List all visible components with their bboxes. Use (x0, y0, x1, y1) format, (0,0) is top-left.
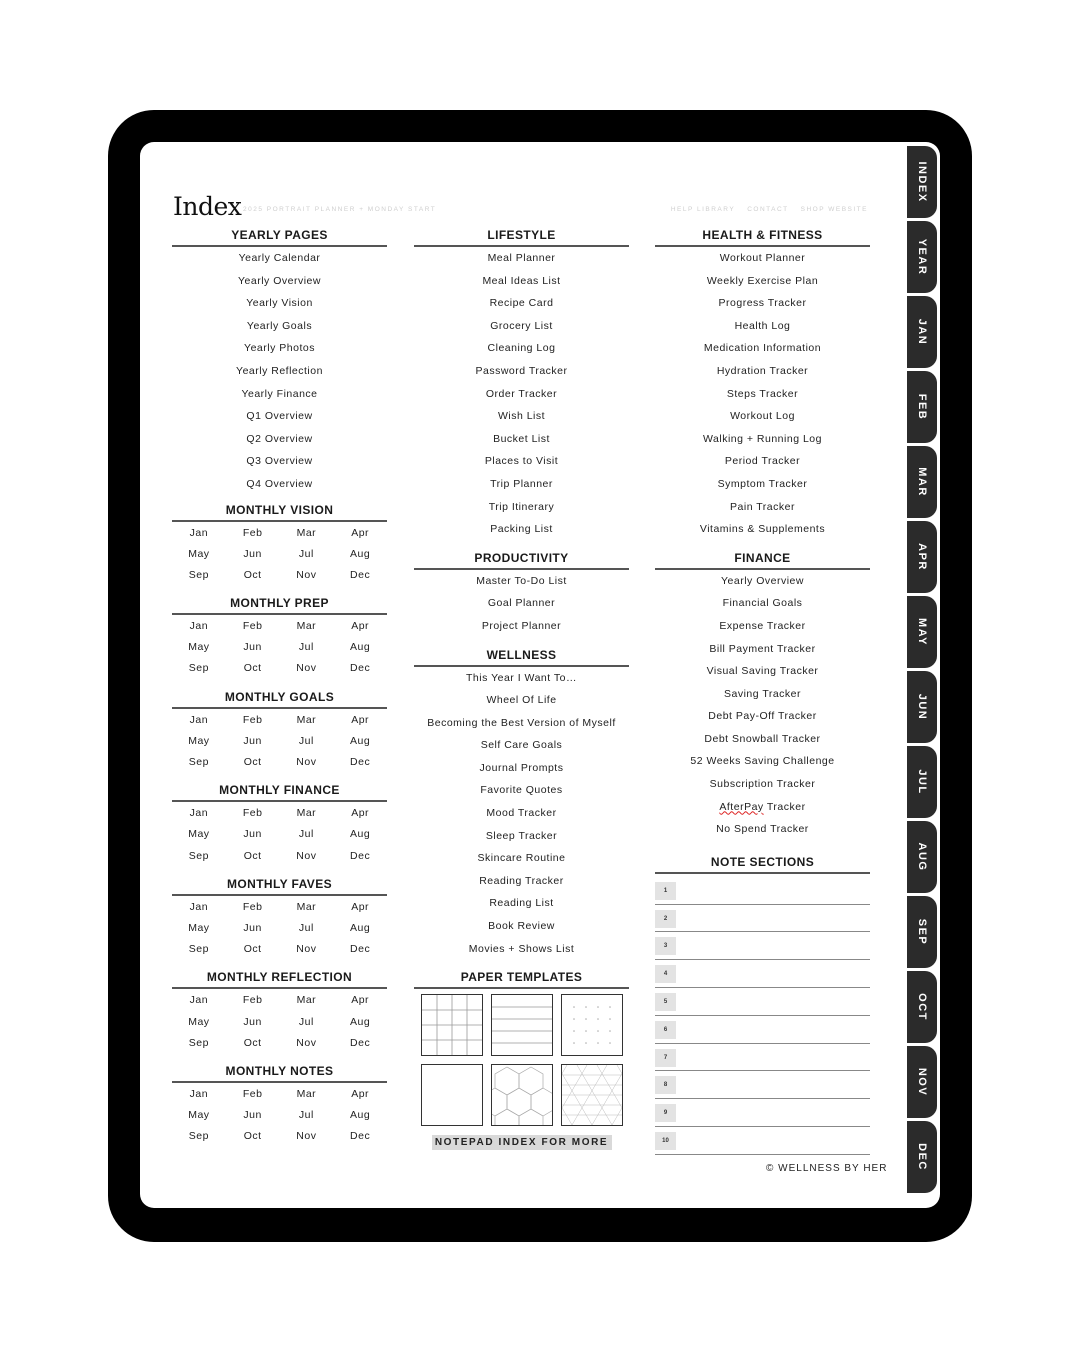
link-yearly-goals[interactable]: Yearly Goals (246, 319, 313, 332)
link-bucket-list[interactable]: Bucket List (493, 432, 550, 445)
link-mood-tracker[interactable]: Mood Tracker (486, 807, 557, 820)
tab-label: APR (916, 543, 928, 571)
note-number: 9 (655, 1104, 676, 1122)
month-link-jul[interactable]: Jul (298, 641, 314, 654)
month-link-jan[interactable]: Jan (189, 713, 209, 726)
section-heading: MONTHLY PREP (172, 596, 387, 615)
month-link-dec[interactable]: Dec (350, 1130, 371, 1143)
link-order-tracker[interactable]: Order Tracker (485, 387, 558, 400)
link-reading-tracker[interactable]: Reading Tracker (479, 874, 564, 887)
contact-link[interactable]: CONTACT (747, 206, 789, 213)
section-heading: MONTHLY NOTES (172, 1064, 387, 1083)
link-q2-overview[interactable]: Q2 Overview (246, 432, 313, 445)
finance-list (655, 570, 870, 841)
month-link-jan[interactable]: Jan (189, 526, 209, 539)
tab-label: MAY (916, 618, 928, 646)
template-dot[interactable] (561, 994, 623, 1056)
month-link-mar[interactable]: Mar (296, 900, 317, 913)
section-heading: HEALTH & FITNESS (655, 228, 870, 247)
month-link-dec[interactable]: Dec (350, 662, 371, 675)
link-debt-pay-off-tracker[interactable]: Debt Pay-Off Tracker (708, 710, 817, 723)
planner-page (140, 142, 940, 1208)
tab-dec[interactable] (907, 1121, 937, 1193)
tab-label: JAN (916, 318, 928, 346)
link-master-to-do-list[interactable]: Master To-Do List (476, 574, 567, 587)
section-heading: NOTE SECTIONS (655, 855, 870, 874)
note-number: 1 (655, 882, 676, 900)
month-link-oct[interactable]: Oct (243, 1036, 262, 1049)
copyright: © WELLNESS BY HER (766, 1163, 888, 1174)
section-heading: PRODUCTIVITY (414, 551, 629, 570)
link-trip-planner[interactable]: Trip Planner (490, 477, 553, 490)
link-meal-ideas-list[interactable]: Meal Ideas List (482, 274, 561, 287)
link-becoming-the-best-version-of-myself[interactable]: Becoming the Best Version of Myself (427, 716, 616, 729)
month-link-sep[interactable]: Sep (188, 662, 209, 675)
tab-label: JUL (916, 769, 928, 795)
month-link-nov[interactable]: Nov (296, 943, 317, 956)
tab-may[interactable] (907, 596, 937, 668)
page-subtitle: 2025 PORTRAIT PLANNER + MONDAY START (243, 206, 437, 213)
template-blank[interactable] (421, 1064, 483, 1126)
note-section-row[interactable] (655, 988, 870, 1016)
month-link-aug[interactable]: Aug (350, 1015, 371, 1028)
month-link-dec[interactable]: Dec (350, 849, 371, 862)
note-number: 2 (655, 910, 676, 928)
section-heading: PAPER TEMPLATES (414, 970, 629, 989)
link-yearly-finance[interactable]: Yearly Finance (241, 387, 318, 400)
tab-label: MAR (916, 467, 928, 497)
month-link-jan[interactable]: Jan (189, 807, 209, 820)
note-number: 4 (655, 965, 676, 983)
link-subscription-tracker[interactable]: Subscription Tracker (709, 778, 816, 791)
tab-aug[interactable] (907, 821, 937, 893)
month-link-nov[interactable]: Nov (296, 568, 317, 581)
month-link-oct[interactable]: Oct (243, 756, 262, 769)
link-weekly-exercise-plan[interactable]: Weekly Exercise Plan (706, 274, 819, 287)
page-title: Index (173, 192, 242, 221)
tab-index[interactable] (907, 146, 937, 218)
shop-website-link[interactable]: SHOP WEBSITE (800, 206, 868, 213)
section-heading: YEARLY PAGES (172, 228, 387, 247)
month-link-aug[interactable]: Aug (350, 921, 371, 934)
month-link-aug[interactable]: Aug (350, 828, 371, 841)
link-wheel-of-life[interactable]: Wheel Of Life (486, 694, 557, 707)
tab-oct[interactable] (907, 971, 937, 1043)
link-debt-snowball-tracker[interactable]: Debt Snowball Tracker (704, 732, 821, 745)
template-isometric[interactable] (561, 1064, 623, 1126)
link-book-review[interactable]: Book Review (488, 920, 555, 933)
month-link-nov[interactable]: Nov (296, 662, 317, 675)
link-q1-overview[interactable]: Q1 Overview (246, 410, 313, 423)
month-link-apr[interactable]: Apr (351, 526, 370, 539)
month-link-jun[interactable]: Jun (243, 921, 262, 934)
note-section-row[interactable] (655, 1099, 870, 1127)
month-link-oct[interactable]: Oct (243, 1130, 262, 1143)
tab-sep[interactable] (907, 896, 937, 968)
tab-label: FEB (916, 393, 928, 421)
month-grid-monthly-goals (172, 709, 387, 774)
link-sleep-tracker[interactable]: Sleep Tracker (485, 829, 558, 842)
month-link-dec[interactable]: Dec (350, 756, 371, 769)
section-heading: LIFESTYLE (414, 228, 629, 247)
note-section-row[interactable] (655, 1016, 870, 1044)
section-heading: MONTHLY REFLECTION (172, 970, 387, 989)
section-heading: MONTHLY GOALS (172, 690, 387, 709)
month-link-feb[interactable]: Feb (242, 807, 263, 820)
tab-year[interactable] (907, 221, 937, 293)
link-medication-information[interactable]: Medication Information (703, 342, 822, 355)
month-link-sep[interactable]: Sep (188, 943, 209, 956)
link-favorite-quotes[interactable]: Favorite Quotes (480, 784, 563, 797)
note-section-row[interactable] (655, 1071, 870, 1099)
note-section-row[interactable] (655, 905, 870, 933)
link-yearly-calendar[interactable]: Yearly Calendar (238, 252, 321, 264)
month-link-nov[interactable]: Nov (296, 756, 317, 769)
tab-label: JUN (916, 693, 928, 721)
note-number: 6 (655, 1021, 676, 1039)
tab-label: NOV (916, 1067, 928, 1097)
note-number: 7 (655, 1049, 676, 1067)
link-financial-goals[interactable]: Financial Goals (722, 597, 803, 610)
wellness-list (414, 667, 629, 961)
month-link-jul[interactable]: Jul (298, 921, 314, 934)
month-link-jun[interactable]: Jun (243, 641, 262, 654)
link-packing-list[interactable]: Packing List (490, 523, 553, 536)
month-link-aug[interactable]: Aug (350, 1109, 371, 1122)
link-reading-list[interactable]: Reading List (489, 897, 554, 910)
link-saving-tracker[interactable]: Saving Tracker (723, 687, 802, 700)
link-steps-tracker[interactable]: Steps Tracker (726, 387, 799, 400)
link-meal-planner[interactable]: Meal Planner (487, 252, 556, 264)
month-link-sep[interactable]: Sep (188, 1130, 209, 1143)
note-section-row[interactable] (655, 932, 870, 960)
month-link-feb[interactable]: Feb (242, 713, 263, 726)
month-grid-monthly-reflection (172, 989, 387, 1054)
note-number: 10 (655, 1132, 676, 1150)
link-yearly-overview[interactable]: Yearly Overview (721, 574, 804, 587)
link-hydration-tracker[interactable]: Hydration Tracker (716, 364, 809, 377)
note-number: 5 (655, 993, 676, 1011)
month-link-mar[interactable]: Mar (296, 1087, 317, 1100)
month-link-oct[interactable]: Oct (243, 568, 262, 581)
month-link-jan[interactable]: Jan (189, 620, 209, 633)
month-link-feb[interactable]: Feb (242, 994, 263, 1007)
template-grid[interactable] (421, 994, 483, 1056)
month-link-apr[interactable]: Apr (351, 1087, 370, 1100)
link-workout-log[interactable]: Workout Log (730, 410, 795, 423)
link-this-year-i-want-to[interactable]: This Year I Want To… (466, 671, 577, 684)
month-link-jun[interactable]: Jun (243, 1109, 262, 1122)
month-link-jan[interactable]: Jan (189, 994, 209, 1007)
link-recipe-card[interactable]: Recipe Card (489, 297, 554, 310)
month-link-jan[interactable]: Jan (189, 900, 209, 913)
tab-feb[interactable] (907, 371, 937, 443)
month-link-mar[interactable]: Mar (296, 713, 317, 726)
month-link-feb[interactable]: Feb (242, 526, 263, 539)
month-link-may[interactable]: May (188, 547, 210, 560)
tab-jun[interactable] (907, 671, 937, 743)
month-link-jun[interactable]: Jun (243, 1015, 262, 1028)
month-link-oct[interactable]: Oct (243, 943, 262, 956)
section-heading: FINANCE (655, 551, 870, 570)
link-progress-tracker[interactable]: Progress Tracker (718, 297, 807, 310)
note-number: 3 (655, 937, 676, 955)
tab-label: AUG (916, 842, 928, 872)
month-grid-monthly-notes (172, 1083, 387, 1148)
link-bill-payment-tracker[interactable]: Bill Payment Tracker (709, 642, 816, 655)
column-health-finance (655, 228, 870, 1155)
month-link-dec[interactable]: Dec (350, 568, 371, 581)
link-vitamins-supplements[interactable]: Vitamins & Supplements (699, 523, 826, 536)
section-heading: WELLNESS (414, 648, 629, 667)
month-link-sep[interactable]: Sep (188, 568, 209, 581)
month-grid-monthly-faves (172, 896, 387, 961)
month-link-jul[interactable]: Jul (298, 1015, 314, 1028)
month-link-nov[interactable]: Nov (296, 1036, 317, 1049)
link-password-tracker[interactable]: Password Tracker (475, 364, 568, 377)
tab-label: SEP (916, 918, 928, 946)
note-number: 8 (655, 1076, 676, 1094)
link-yearly-vision[interactable]: Yearly Vision (246, 297, 313, 310)
paper-templates (414, 989, 629, 1126)
month-link-oct[interactable]: Oct (243, 662, 262, 675)
link-pain-tracker[interactable]: Pain Tracker (730, 500, 795, 513)
link-workout-planner[interactable]: Workout Planner (719, 252, 806, 264)
link-q3-overview[interactable]: Q3 Overview (246, 455, 313, 468)
month-link-aug[interactable]: Aug (350, 734, 371, 747)
month-link-mar[interactable]: Mar (296, 526, 317, 539)
section-heading: MONTHLY VISION (172, 503, 387, 522)
monthly-sections (172, 496, 387, 1148)
link-grocery-list[interactable]: Grocery List (490, 319, 553, 332)
note-section-row[interactable] (655, 1127, 870, 1155)
month-grid-monthly-finance (172, 802, 387, 867)
month-grid-monthly-prep (172, 615, 387, 680)
month-link-apr[interactable]: Apr (351, 900, 370, 913)
productivity-list (414, 570, 629, 638)
month-link-may[interactable]: May (188, 641, 210, 654)
month-link-nov[interactable]: Nov (296, 1130, 317, 1143)
month-link-dec[interactable]: Dec (350, 943, 371, 956)
tab-label: INDEX (916, 161, 928, 203)
note-section-row[interactable] (655, 960, 870, 988)
link-visual-saving-tracker[interactable]: Visual Saving Tracker (706, 665, 819, 678)
month-grid-monthly-vision (172, 522, 387, 587)
template-lined[interactable] (491, 994, 553, 1056)
link-places-to-visit[interactable]: Places to Visit (484, 455, 559, 468)
tab-nov[interactable] (907, 1046, 937, 1118)
month-link-jun[interactable]: Jun (243, 828, 262, 841)
link-period-tracker[interactable]: Period Tracker (724, 455, 801, 468)
link-52-weeks-saving-challenge[interactable]: 52 Weeks Saving Challenge (690, 755, 835, 768)
link-yearly-photos[interactable]: Yearly Photos (244, 342, 315, 355)
month-link-may[interactable]: May (188, 734, 210, 747)
column-yearly-monthly (172, 228, 387, 1147)
month-link-jun[interactable]: Jun (243, 547, 262, 560)
month-link-feb[interactable]: Feb (242, 620, 263, 633)
link-q4-overview[interactable]: Q4 Overview (246, 477, 313, 490)
month-link-mar[interactable]: Mar (296, 807, 317, 820)
template-hexagon[interactable] (491, 1064, 553, 1126)
month-link-jul[interactable]: Jul (298, 734, 314, 747)
lifestyle-list (414, 247, 629, 541)
link-wish-list[interactable]: Wish List (497, 410, 546, 423)
note-section-row[interactable] (655, 1044, 870, 1072)
month-link-may[interactable]: May (188, 1109, 210, 1122)
link-self-care-goals[interactable]: Self Care Goals (480, 739, 563, 752)
month-link-may[interactable]: May (188, 828, 210, 841)
month-link-apr[interactable]: Apr (351, 713, 370, 726)
month-link-mar[interactable]: Mar (296, 620, 317, 633)
tab-label: DEC (916, 1143, 928, 1171)
link-health-log[interactable]: Health Log (734, 319, 791, 332)
month-link-apr[interactable]: Apr (351, 807, 370, 820)
month-link-feb[interactable]: Feb (242, 1087, 263, 1100)
month-link-jun[interactable]: Jun (243, 734, 262, 747)
tab-jan[interactable] (907, 296, 937, 368)
notepad-index-button[interactable]: NOTEPAD INDEX FOR MORE (432, 1135, 612, 1150)
month-link-sep[interactable]: Sep (188, 1036, 209, 1049)
yearly-pages-list (172, 247, 387, 496)
month-link-dec[interactable]: Dec (350, 1036, 371, 1049)
tab-label: YEAR (916, 238, 928, 276)
month-link-nov[interactable]: Nov (296, 849, 317, 862)
month-link-jul[interactable]: Jul (298, 828, 314, 841)
note-sections (655, 874, 870, 1155)
month-link-aug[interactable]: Aug (350, 641, 371, 654)
link-skincare-routine[interactable]: Skincare Routine (477, 852, 566, 865)
link-trip-itinerary[interactable]: Trip Itinerary (488, 500, 555, 513)
section-heading: MONTHLY FINANCE (172, 783, 387, 802)
month-link-sep[interactable]: Sep (188, 849, 209, 862)
link-expense-tracker[interactable]: Expense Tracker (719, 619, 806, 632)
section-heading: MONTHLY FAVES (172, 877, 387, 896)
link-no-spend-tracker[interactable]: No Spend Tracker (716, 823, 809, 836)
link-movies-shows-list[interactable]: Movies + Shows List (468, 942, 575, 955)
month-link-feb[interactable]: Feb (242, 900, 263, 913)
side-tabs (907, 146, 937, 1196)
month-link-oct[interactable]: Oct (243, 849, 262, 862)
help-library-link[interactable]: HELP LIBRARY (670, 206, 736, 213)
month-link-may[interactable]: May (188, 921, 210, 934)
month-link-may[interactable]: May (188, 1015, 210, 1028)
column-lifestyle-wellness (414, 228, 629, 1150)
link-cleaning-log[interactable]: Cleaning Log (487, 342, 556, 355)
link-project-planner[interactable]: Project Planner (481, 619, 562, 632)
link-walking-running-log[interactable]: Walking + Running Log (703, 432, 822, 445)
link-yearly-overview[interactable]: Yearly Overview (238, 274, 321, 287)
tab-mar[interactable] (907, 446, 937, 518)
health-fitness-list (655, 247, 870, 541)
month-link-apr[interactable]: Apr (351, 620, 370, 633)
link-symptom-tracker[interactable]: Symptom Tracker (717, 477, 808, 490)
note-section-row[interactable] (655, 877, 870, 905)
month-link-mar[interactable]: Mar (296, 994, 317, 1007)
tab-label: OCT (916, 993, 928, 1021)
month-link-aug[interactable]: Aug (350, 547, 371, 560)
month-link-jan[interactable]: Jan (189, 1087, 209, 1100)
link-journal-prompts[interactable]: Journal Prompts (479, 761, 564, 774)
tab-apr[interactable] (907, 521, 937, 593)
month-link-jul[interactable]: Jul (298, 1109, 314, 1122)
month-link-jul[interactable]: Jul (298, 547, 314, 560)
month-link-apr[interactable]: Apr (351, 994, 370, 1007)
link-goal-planner[interactable]: Goal Planner (487, 597, 556, 610)
tab-jul[interactable] (907, 746, 937, 818)
link-yearly-reflection[interactable]: Yearly Reflection (236, 364, 323, 377)
top-links (671, 206, 868, 213)
month-link-sep[interactable]: Sep (188, 756, 209, 769)
link-afterpay-tracker[interactable]: AfterPay Tracker (719, 800, 806, 813)
